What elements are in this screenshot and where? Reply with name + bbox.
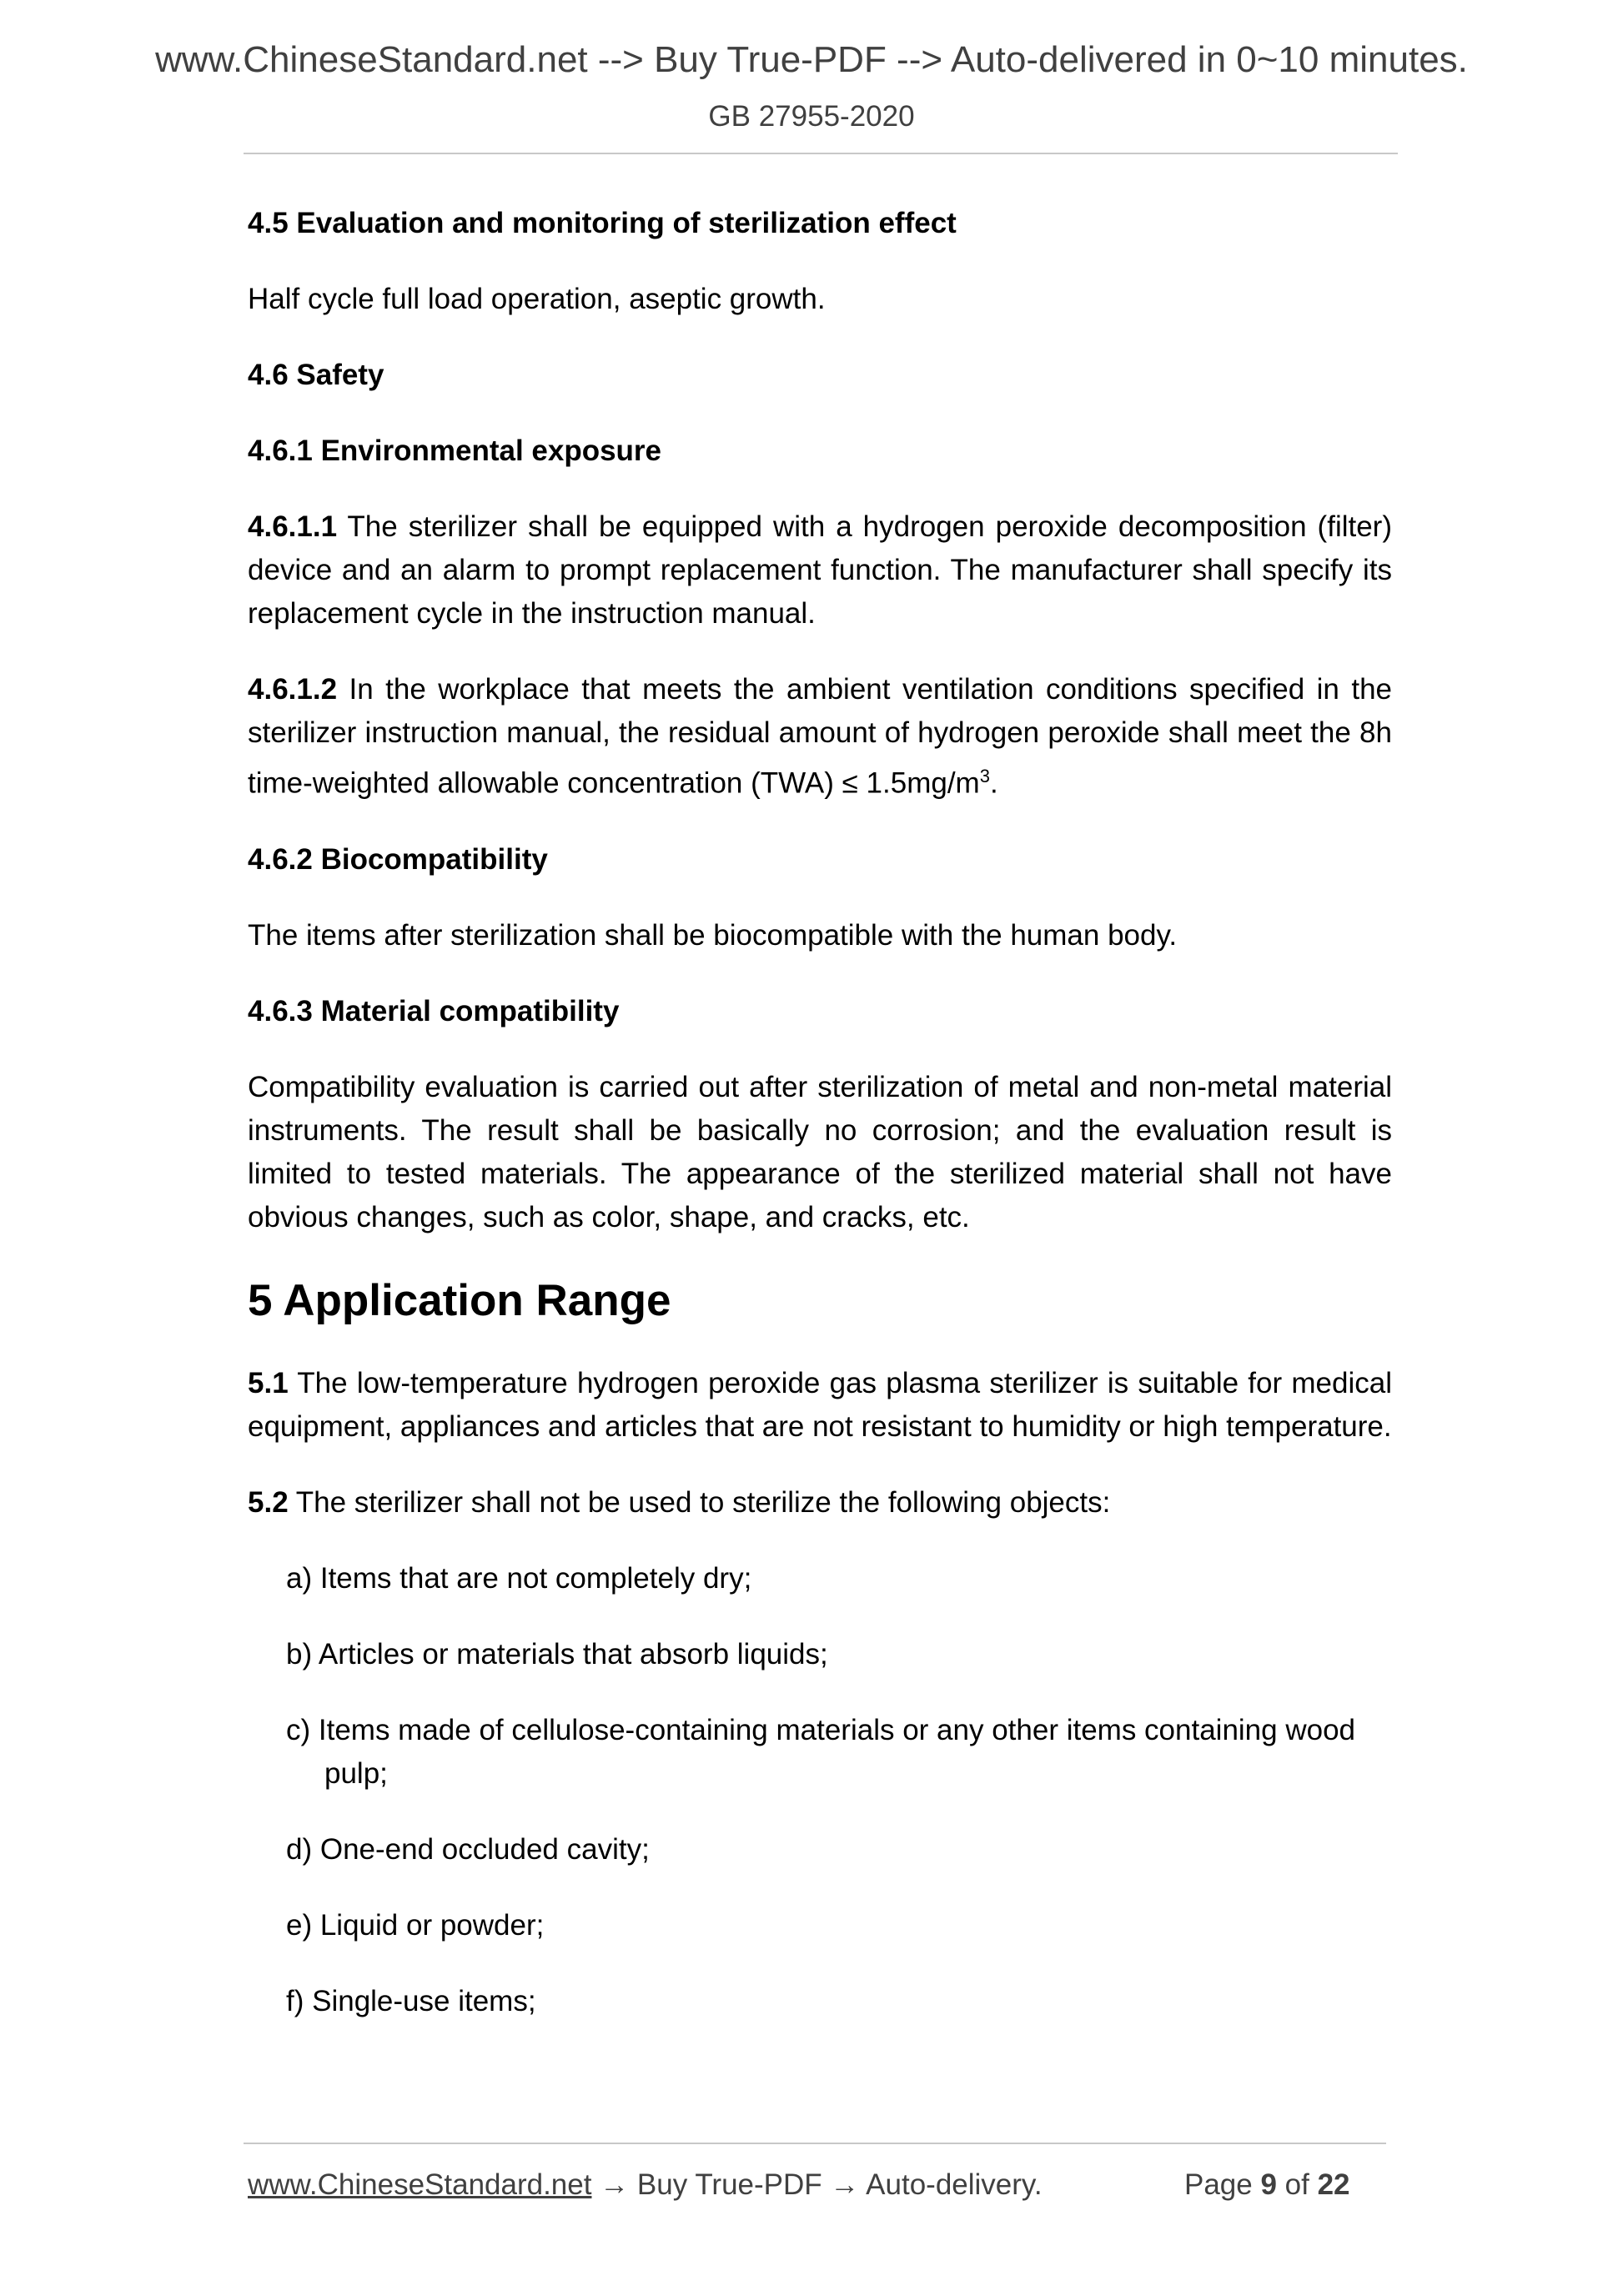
section-4-6-2-heading: 4.6.2 Biocompatibility — [248, 842, 548, 876]
list-item: d) One-end occluded cavity; — [286, 1832, 650, 1866]
clause-end: . — [989, 766, 998, 800]
clause-number: 4.6.1.1 — [248, 510, 338, 543]
clause-text: The sterilizer shall not be used to sterilize the following objects: — [288, 1485, 1111, 1519]
page-total: 22 — [1317, 2168, 1350, 2201]
list-item: f) Single-use items; — [286, 1984, 536, 2017]
document-id: GB 27955-2020 — [708, 100, 915, 133]
section-5-2-paragraph — [248, 1481, 1392, 1525]
of-label: of — [1276, 2168, 1318, 2201]
page-content — [248, 202, 1392, 2056]
clause-text: In the workplace that meets the ambient ventilation conditions specified in the sterilizer instruction manual, the residual amount of hydrogen peroxide shall meet the 8h time-weighted allowable concentration (TWA) ≤ 1.5mg/m — [248, 673, 1392, 800]
clause-text: The sterilizer shall be equipped with a hydrogen peroxide decomposition (filter) device and an alarm to prompt replacement function. The manufacturer shall specify its replacement cycle in the instruction manual. — [248, 510, 1392, 630]
list-item: b) Articles or materials that absorb liquids; — [286, 1637, 828, 1671]
footer-promo — [248, 2165, 1043, 2205]
header-divider — [244, 153, 1398, 154]
section-5-heading: 5 Application Range — [248, 1275, 671, 1325]
section-4-6-3-heading: 4.6.3 Material compatibility — [248, 994, 620, 1027]
clause-number: 4.6.1.2 — [248, 673, 338, 706]
list-item: c) Items made of cellulose-containing materials or any other items containing wood pulp; — [286, 1713, 1356, 1790]
section-4-5-heading: 4.5 Evaluation and monitoring of sterilization effect — [248, 207, 957, 239]
header-banner: www.ChineseStandard.net --> Buy True-PDF --> Auto-delivered in 0~10 minutes. — [155, 39, 1468, 80]
footer-delivery-text: Auto-delivery. — [859, 2168, 1043, 2201]
section-5-1-paragraph — [248, 1362, 1392, 1449]
arrow-right-icon: → — [830, 2168, 860, 2201]
footer-divider — [244, 2143, 1386, 2144]
section-4-6-3-text: Compatibility evaluation is carried out after sterilization of metal and non-metal material instruments. The result shall be basically no corrosion; and the evaluation result is limited to tested materials. The appearance of the sterilized material shall not have obvious changes, such as color, shape, and cracks, etc. — [248, 1070, 1392, 1233]
clause-text: The low-temperature hydrogen peroxide gas plasma sterilizer is suitable for medical equipment, appliances and articles that are not resistant to humidity or high temperature. — [248, 1366, 1392, 1443]
list-item: a) Items that are not completely dry; — [286, 1561, 752, 1595]
section-4-6-2-text: The items after sterilization shall be biocompatible with the human body. — [248, 918, 1178, 952]
page-number: 9 — [1260, 2168, 1277, 2201]
footer-site-link[interactable]: www.ChineseStandard.net — [248, 2168, 592, 2201]
arrow-right-icon: → — [600, 2168, 630, 2201]
list-item: e) Liquid or powder; — [286, 1908, 545, 1942]
page-indicator — [1184, 2165, 1350, 2205]
excluded-objects-list — [248, 1557, 1392, 2023]
clause-number: 5.2 — [248, 1485, 289, 1519]
clause-number: 5.1 — [248, 1366, 289, 1399]
section-4-6-heading: 4.6 Safety — [248, 359, 384, 391]
footer-buy-text: Buy True-PDF — [629, 2168, 831, 2201]
section-4-6-1-2-paragraph — [248, 668, 1392, 806]
superscript: 3 — [979, 766, 990, 786]
section-4-6-1-1-paragraph — [248, 505, 1392, 636]
page-label: Page — [1184, 2168, 1261, 2201]
section-4-6-1-heading: 4.6.1 Environmental exposure — [248, 435, 662, 467]
section-4-5-text: Half cycle full load operation, aseptic growth. — [248, 283, 826, 315]
